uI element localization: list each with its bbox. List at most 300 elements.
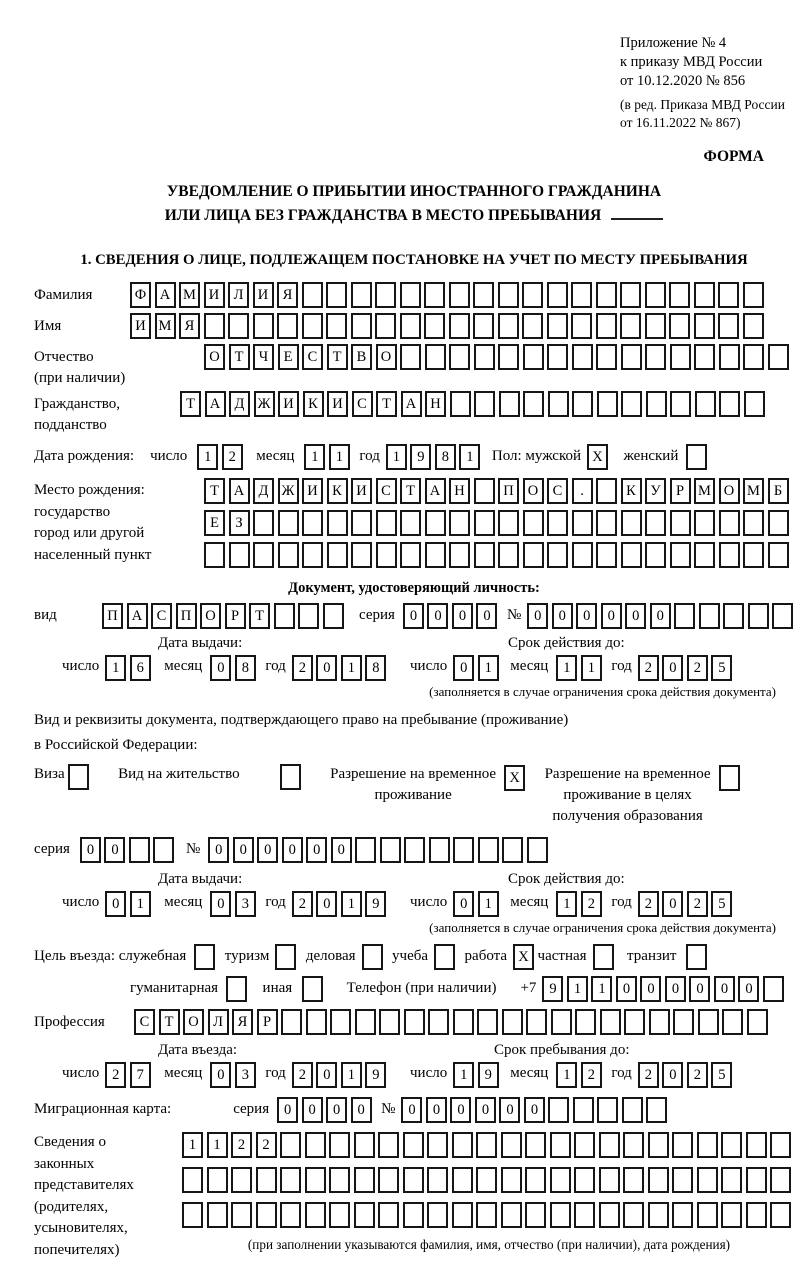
form-cell[interactable]: 1	[341, 1062, 362, 1088]
form-cell[interactable]	[277, 313, 298, 339]
form-cell[interactable]	[550, 1202, 571, 1228]
form-cell[interactable]: 0	[80, 837, 101, 863]
form-cell[interactable]	[768, 344, 789, 370]
form-cell[interactable]: 0	[453, 891, 474, 917]
form-cell[interactable]: 2	[231, 1132, 252, 1158]
form-cell[interactable]	[649, 1009, 670, 1035]
form-cell[interactable]: 0	[601, 603, 622, 629]
form-cell[interactable]	[501, 1202, 522, 1228]
form-cell[interactable]	[523, 344, 544, 370]
form-cell[interactable]	[648, 1167, 669, 1193]
form-cell[interactable]: Н	[425, 391, 446, 417]
form-cell[interactable]	[623, 1132, 644, 1158]
form-cell[interactable]	[400, 282, 421, 308]
form-cell[interactable]: 2	[687, 655, 708, 681]
form-cell[interactable]: 1	[329, 444, 350, 470]
form-cell[interactable]: 0	[282, 837, 303, 863]
form-cell[interactable]	[474, 391, 495, 417]
form-cell[interactable]	[403, 1202, 424, 1228]
form-cell[interactable]: 1	[478, 891, 499, 917]
form-cell[interactable]	[694, 542, 715, 568]
form-cell[interactable]: 0	[527, 603, 548, 629]
form-cell[interactable]: Я	[232, 1009, 253, 1035]
form-cell[interactable]	[646, 1097, 667, 1123]
form-cell[interactable]	[404, 837, 425, 863]
form-cell[interactable]: К	[303, 391, 324, 417]
form-cell[interactable]	[274, 603, 295, 629]
form-cell[interactable]	[596, 510, 617, 536]
form-cell[interactable]	[623, 1167, 644, 1193]
form-cell[interactable]	[743, 510, 764, 536]
form-cell[interactable]: С	[547, 478, 568, 504]
form-cell[interactable]: С	[352, 391, 373, 417]
form-cell[interactable]: 1	[341, 891, 362, 917]
form-cell[interactable]	[427, 1132, 448, 1158]
form-cell[interactable]	[525, 1167, 546, 1193]
form-cell[interactable]	[770, 1202, 791, 1228]
form-cell[interactable]: 1	[197, 444, 218, 470]
form-cell[interactable]: Т	[327, 344, 348, 370]
form-cell[interactable]	[747, 1009, 768, 1035]
form-cell[interactable]: 0	[208, 837, 229, 863]
form-cell[interactable]	[550, 1132, 571, 1158]
form-cell[interactable]	[746, 1132, 767, 1158]
form-cell[interactable]	[427, 1202, 448, 1228]
form-cell[interactable]	[375, 313, 396, 339]
form-cell[interactable]: 1	[556, 1062, 577, 1088]
form-cell[interactable]	[597, 391, 618, 417]
form-cell[interactable]	[621, 542, 642, 568]
form-cell[interactable]	[670, 344, 691, 370]
form-cell[interactable]: 0	[662, 1062, 683, 1088]
form-cell[interactable]	[669, 282, 690, 308]
form-cell[interactable]	[275, 944, 296, 970]
form-cell[interactable]	[547, 313, 568, 339]
form-cell[interactable]: Е	[204, 510, 225, 536]
form-cell[interactable]	[596, 313, 617, 339]
form-cell[interactable]	[280, 1202, 301, 1228]
form-cell[interactable]	[329, 1202, 350, 1228]
form-cell[interactable]	[302, 542, 323, 568]
form-cell[interactable]	[722, 1009, 743, 1035]
form-cell[interactable]: И	[278, 391, 299, 417]
form-cell[interactable]: Н	[449, 478, 470, 504]
form-cell[interactable]	[449, 510, 470, 536]
form-cell[interactable]: Т	[249, 603, 270, 629]
form-cell[interactable]: 5	[711, 1062, 732, 1088]
form-cell[interactable]	[645, 313, 666, 339]
form-cell[interactable]	[355, 1009, 376, 1035]
form-cell[interactable]: 0	[499, 1097, 520, 1123]
form-cell[interactable]: 8	[365, 655, 386, 681]
form-cell[interactable]: Т	[400, 478, 421, 504]
form-cell[interactable]	[721, 1202, 742, 1228]
form-cell[interactable]	[571, 313, 592, 339]
form-cell[interactable]	[596, 344, 617, 370]
form-cell[interactable]: 1	[105, 655, 126, 681]
form-cell[interactable]	[474, 542, 495, 568]
form-cell[interactable]	[719, 542, 740, 568]
form-cell[interactable]: А	[425, 478, 446, 504]
form-cell[interactable]: 0	[306, 837, 327, 863]
form-cell[interactable]: 1	[386, 444, 407, 470]
form-cell[interactable]: 0	[326, 1097, 347, 1123]
form-cell[interactable]: Т	[159, 1009, 180, 1035]
form-cell[interactable]	[302, 976, 323, 1002]
form-cell[interactable]	[253, 542, 274, 568]
form-cell[interactable]	[763, 976, 784, 1002]
form-cell[interactable]: О	[183, 1009, 204, 1035]
form-cell[interactable]: 2	[292, 655, 313, 681]
form-cell[interactable]: 0	[277, 1097, 298, 1123]
form-cell[interactable]: Л	[208, 1009, 229, 1035]
form-cell[interactable]: 0	[452, 603, 473, 629]
form-cell[interactable]: И	[302, 478, 323, 504]
form-cell[interactable]	[327, 510, 348, 536]
form-cell[interactable]: П	[176, 603, 197, 629]
form-cell[interactable]: Ф	[130, 282, 151, 308]
form-cell[interactable]	[743, 542, 764, 568]
form-cell[interactable]	[502, 837, 523, 863]
form-cell[interactable]: 0	[524, 1097, 545, 1123]
form-cell[interactable]	[743, 344, 764, 370]
form-cell[interactable]: 1	[581, 655, 602, 681]
form-cell[interactable]: X	[587, 444, 608, 470]
form-cell[interactable]	[473, 282, 494, 308]
form-cell[interactable]: 9	[478, 1062, 499, 1088]
form-cell[interactable]: 2	[292, 1062, 313, 1088]
form-cell[interactable]	[278, 510, 299, 536]
form-cell[interactable]: О	[200, 603, 221, 629]
form-cell[interactable]	[719, 391, 740, 417]
form-cell[interactable]: О	[204, 344, 225, 370]
form-cell[interactable]	[574, 1167, 595, 1193]
form-cell[interactable]	[280, 1132, 301, 1158]
form-cell[interactable]	[207, 1167, 228, 1193]
form-cell[interactable]	[550, 1167, 571, 1193]
form-cell[interactable]: 0	[210, 655, 231, 681]
form-cell[interactable]	[476, 1132, 497, 1158]
form-cell[interactable]	[596, 282, 617, 308]
form-cell[interactable]	[498, 282, 519, 308]
form-cell[interactable]	[624, 1009, 645, 1035]
form-cell[interactable]	[600, 1009, 621, 1035]
form-cell[interactable]: А	[401, 391, 422, 417]
form-cell[interactable]: У	[645, 478, 666, 504]
form-cell[interactable]	[572, 391, 593, 417]
form-cell[interactable]	[354, 1167, 375, 1193]
form-cell[interactable]	[351, 510, 372, 536]
form-cell[interactable]	[229, 542, 250, 568]
form-cell[interactable]: В	[351, 344, 372, 370]
form-cell[interactable]: С	[134, 1009, 155, 1035]
form-cell[interactable]	[305, 1167, 326, 1193]
form-cell[interactable]: 0	[640, 976, 661, 1002]
form-cell[interactable]	[68, 764, 89, 790]
form-cell[interactable]: 5	[711, 891, 732, 917]
form-cell[interactable]	[355, 837, 376, 863]
form-cell[interactable]: 0	[316, 655, 337, 681]
form-cell[interactable]: 1	[341, 655, 362, 681]
form-cell[interactable]: 1	[453, 1062, 474, 1088]
form-cell[interactable]	[526, 1009, 547, 1035]
form-cell[interactable]	[305, 1202, 326, 1228]
form-cell[interactable]: 0	[453, 655, 474, 681]
form-cell[interactable]	[673, 1009, 694, 1035]
form-cell[interactable]	[597, 1097, 618, 1123]
form-cell[interactable]: 0	[714, 976, 735, 1002]
form-cell[interactable]: 1	[556, 891, 577, 917]
form-cell[interactable]: Я	[179, 313, 200, 339]
form-cell[interactable]: М	[179, 282, 200, 308]
form-cell[interactable]: 0	[662, 891, 683, 917]
form-cell[interactable]	[280, 764, 301, 790]
form-cell[interactable]	[672, 1167, 693, 1193]
form-cell[interactable]	[670, 510, 691, 536]
form-cell[interactable]	[453, 1009, 474, 1035]
form-cell[interactable]	[719, 344, 740, 370]
form-cell[interactable]	[424, 282, 445, 308]
form-cell[interactable]	[498, 510, 519, 536]
form-cell[interactable]	[599, 1132, 620, 1158]
form-cell[interactable]	[501, 1132, 522, 1158]
form-cell[interactable]	[695, 391, 716, 417]
form-cell[interactable]	[522, 282, 543, 308]
form-cell[interactable]: 2	[581, 1062, 602, 1088]
form-cell[interactable]	[620, 313, 641, 339]
form-cell[interactable]	[669, 313, 690, 339]
form-cell[interactable]: 0	[210, 1062, 231, 1088]
form-cell[interactable]	[327, 542, 348, 568]
form-cell[interactable]	[645, 344, 666, 370]
form-cell[interactable]: 2	[222, 444, 243, 470]
form-cell[interactable]	[204, 542, 225, 568]
form-cell[interactable]: Т	[204, 478, 225, 504]
form-cell[interactable]: А	[127, 603, 148, 629]
form-cell[interactable]: X	[513, 944, 534, 970]
form-cell[interactable]	[620, 282, 641, 308]
form-cell[interactable]	[548, 391, 569, 417]
form-cell[interactable]	[746, 1202, 767, 1228]
form-cell[interactable]	[429, 837, 450, 863]
form-cell[interactable]: 1	[459, 444, 480, 470]
form-cell[interactable]: 0	[316, 891, 337, 917]
form-cell[interactable]: 1	[591, 976, 612, 1002]
form-cell[interactable]: К	[621, 478, 642, 504]
form-cell[interactable]	[743, 313, 764, 339]
form-cell[interactable]: 0	[625, 603, 646, 629]
form-cell[interactable]	[329, 1132, 350, 1158]
form-cell[interactable]	[547, 542, 568, 568]
form-cell[interactable]	[674, 603, 695, 629]
form-cell[interactable]	[424, 313, 445, 339]
form-cell[interactable]	[253, 510, 274, 536]
form-cell[interactable]	[256, 1167, 277, 1193]
form-cell[interactable]	[428, 1009, 449, 1035]
form-cell[interactable]: 0	[650, 603, 671, 629]
form-cell[interactable]	[670, 542, 691, 568]
form-cell[interactable]	[450, 391, 471, 417]
form-cell[interactable]	[694, 510, 715, 536]
form-cell[interactable]	[648, 1132, 669, 1158]
form-cell[interactable]	[498, 542, 519, 568]
form-cell[interactable]: А	[229, 478, 250, 504]
form-cell[interactable]	[623, 1202, 644, 1228]
form-cell[interactable]	[231, 1202, 252, 1228]
form-cell[interactable]	[400, 313, 421, 339]
form-cell[interactable]: К	[327, 478, 348, 504]
form-cell[interactable]	[721, 1167, 742, 1193]
form-cell[interactable]	[596, 478, 617, 504]
form-cell[interactable]	[153, 837, 174, 863]
form-cell[interactable]: 0	[616, 976, 637, 1002]
form-cell[interactable]	[362, 944, 383, 970]
form-cell[interactable]	[449, 313, 470, 339]
form-cell[interactable]	[593, 944, 614, 970]
form-cell[interactable]: 0	[105, 891, 126, 917]
form-cell[interactable]	[326, 313, 347, 339]
form-cell[interactable]: 0	[316, 1062, 337, 1088]
form-cell[interactable]	[129, 837, 150, 863]
form-cell[interactable]	[697, 1132, 718, 1158]
form-cell[interactable]	[323, 603, 344, 629]
form-cell[interactable]	[330, 1009, 351, 1035]
form-cell[interactable]	[403, 1167, 424, 1193]
form-cell[interactable]	[686, 944, 707, 970]
form-cell[interactable]	[547, 510, 568, 536]
form-cell[interactable]	[672, 1202, 693, 1228]
form-cell[interactable]	[228, 313, 249, 339]
form-cell[interactable]: С	[151, 603, 172, 629]
form-cell[interactable]	[182, 1167, 203, 1193]
form-cell[interactable]	[743, 282, 764, 308]
form-cell[interactable]: 0	[403, 603, 424, 629]
form-cell[interactable]: Л	[228, 282, 249, 308]
form-cell[interactable]	[425, 510, 446, 536]
form-cell[interactable]: 1	[478, 655, 499, 681]
form-cell[interactable]	[498, 344, 519, 370]
form-cell[interactable]: 9	[365, 891, 386, 917]
form-cell[interactable]: Д	[253, 478, 274, 504]
form-cell[interactable]	[425, 344, 446, 370]
form-cell[interactable]: 0	[233, 837, 254, 863]
form-cell[interactable]: 1	[556, 655, 577, 681]
form-cell[interactable]	[547, 282, 568, 308]
form-cell[interactable]	[474, 478, 495, 504]
form-cell[interactable]: 0	[450, 1097, 471, 1123]
form-cell[interactable]: 0	[665, 976, 686, 1002]
form-cell[interactable]	[645, 510, 666, 536]
form-cell[interactable]: Я	[277, 282, 298, 308]
form-cell[interactable]	[302, 510, 323, 536]
form-cell[interactable]	[719, 510, 740, 536]
form-cell[interactable]: Б	[768, 478, 789, 504]
form-cell[interactable]: 1	[304, 444, 325, 470]
form-cell[interactable]	[522, 313, 543, 339]
form-cell[interactable]	[768, 510, 789, 536]
form-cell[interactable]	[573, 1097, 594, 1123]
form-cell[interactable]	[476, 1202, 497, 1228]
form-cell[interactable]: X	[504, 765, 525, 791]
form-cell[interactable]: 0	[576, 603, 597, 629]
form-cell[interactable]	[476, 1167, 497, 1193]
form-cell[interactable]	[572, 510, 593, 536]
form-cell[interactable]	[770, 1167, 791, 1193]
form-cell[interactable]	[698, 1009, 719, 1035]
form-cell[interactable]: 0	[475, 1097, 496, 1123]
form-cell[interactable]: 0	[401, 1097, 422, 1123]
form-cell[interactable]: 6	[130, 655, 151, 681]
form-cell[interactable]	[473, 313, 494, 339]
form-cell[interactable]: Ж	[254, 391, 275, 417]
form-cell[interactable]: А	[205, 391, 226, 417]
form-cell[interactable]: И	[130, 313, 151, 339]
form-cell[interactable]	[404, 1009, 425, 1035]
form-cell[interactable]: 8	[435, 444, 456, 470]
form-cell[interactable]	[452, 1167, 473, 1193]
form-cell[interactable]	[400, 510, 421, 536]
form-cell[interactable]	[718, 313, 739, 339]
form-cell[interactable]	[253, 313, 274, 339]
form-cell[interactable]: 0	[351, 1097, 372, 1123]
form-cell[interactable]	[207, 1202, 228, 1228]
form-cell[interactable]	[298, 603, 319, 629]
form-cell[interactable]: Т	[229, 344, 250, 370]
form-cell[interactable]	[449, 542, 470, 568]
form-cell[interactable]	[376, 542, 397, 568]
form-cell[interactable]	[379, 1009, 400, 1035]
form-cell[interactable]	[434, 944, 455, 970]
form-cell[interactable]: 9	[365, 1062, 386, 1088]
form-cell[interactable]: 1	[182, 1132, 203, 1158]
form-cell[interactable]	[453, 837, 474, 863]
form-cell[interactable]	[672, 1132, 693, 1158]
form-cell[interactable]	[351, 542, 372, 568]
form-cell[interactable]: 2	[687, 1062, 708, 1088]
form-cell[interactable]	[478, 837, 499, 863]
form-cell[interactable]: 8	[235, 655, 256, 681]
form-cell[interactable]	[621, 344, 642, 370]
form-cell[interactable]	[694, 344, 715, 370]
form-cell[interactable]	[427, 1167, 448, 1193]
form-cell[interactable]: 2	[256, 1132, 277, 1158]
form-cell[interactable]: 0	[662, 655, 683, 681]
form-cell[interactable]	[744, 391, 765, 417]
form-cell[interactable]	[621, 510, 642, 536]
form-cell[interactable]	[182, 1202, 203, 1228]
form-cell[interactable]	[329, 1167, 350, 1193]
form-cell[interactable]: И	[351, 478, 372, 504]
form-cell[interactable]: 1	[567, 976, 588, 1002]
form-cell[interactable]: 0	[104, 837, 125, 863]
form-cell[interactable]	[280, 1167, 301, 1193]
form-cell[interactable]	[256, 1202, 277, 1228]
form-cell[interactable]	[278, 542, 299, 568]
form-cell[interactable]	[670, 391, 691, 417]
form-cell[interactable]	[525, 1132, 546, 1158]
form-cell[interactable]	[697, 1202, 718, 1228]
form-cell[interactable]: 7	[130, 1062, 151, 1088]
form-cell[interactable]: О	[719, 478, 740, 504]
form-cell[interactable]: 0	[738, 976, 759, 1002]
form-cell[interactable]: М	[694, 478, 715, 504]
form-cell[interactable]	[400, 542, 421, 568]
form-cell[interactable]: О	[376, 344, 397, 370]
form-cell[interactable]	[523, 542, 544, 568]
form-cell[interactable]: П	[498, 478, 519, 504]
form-cell[interactable]: 2	[687, 891, 708, 917]
form-cell[interactable]: И	[253, 282, 274, 308]
